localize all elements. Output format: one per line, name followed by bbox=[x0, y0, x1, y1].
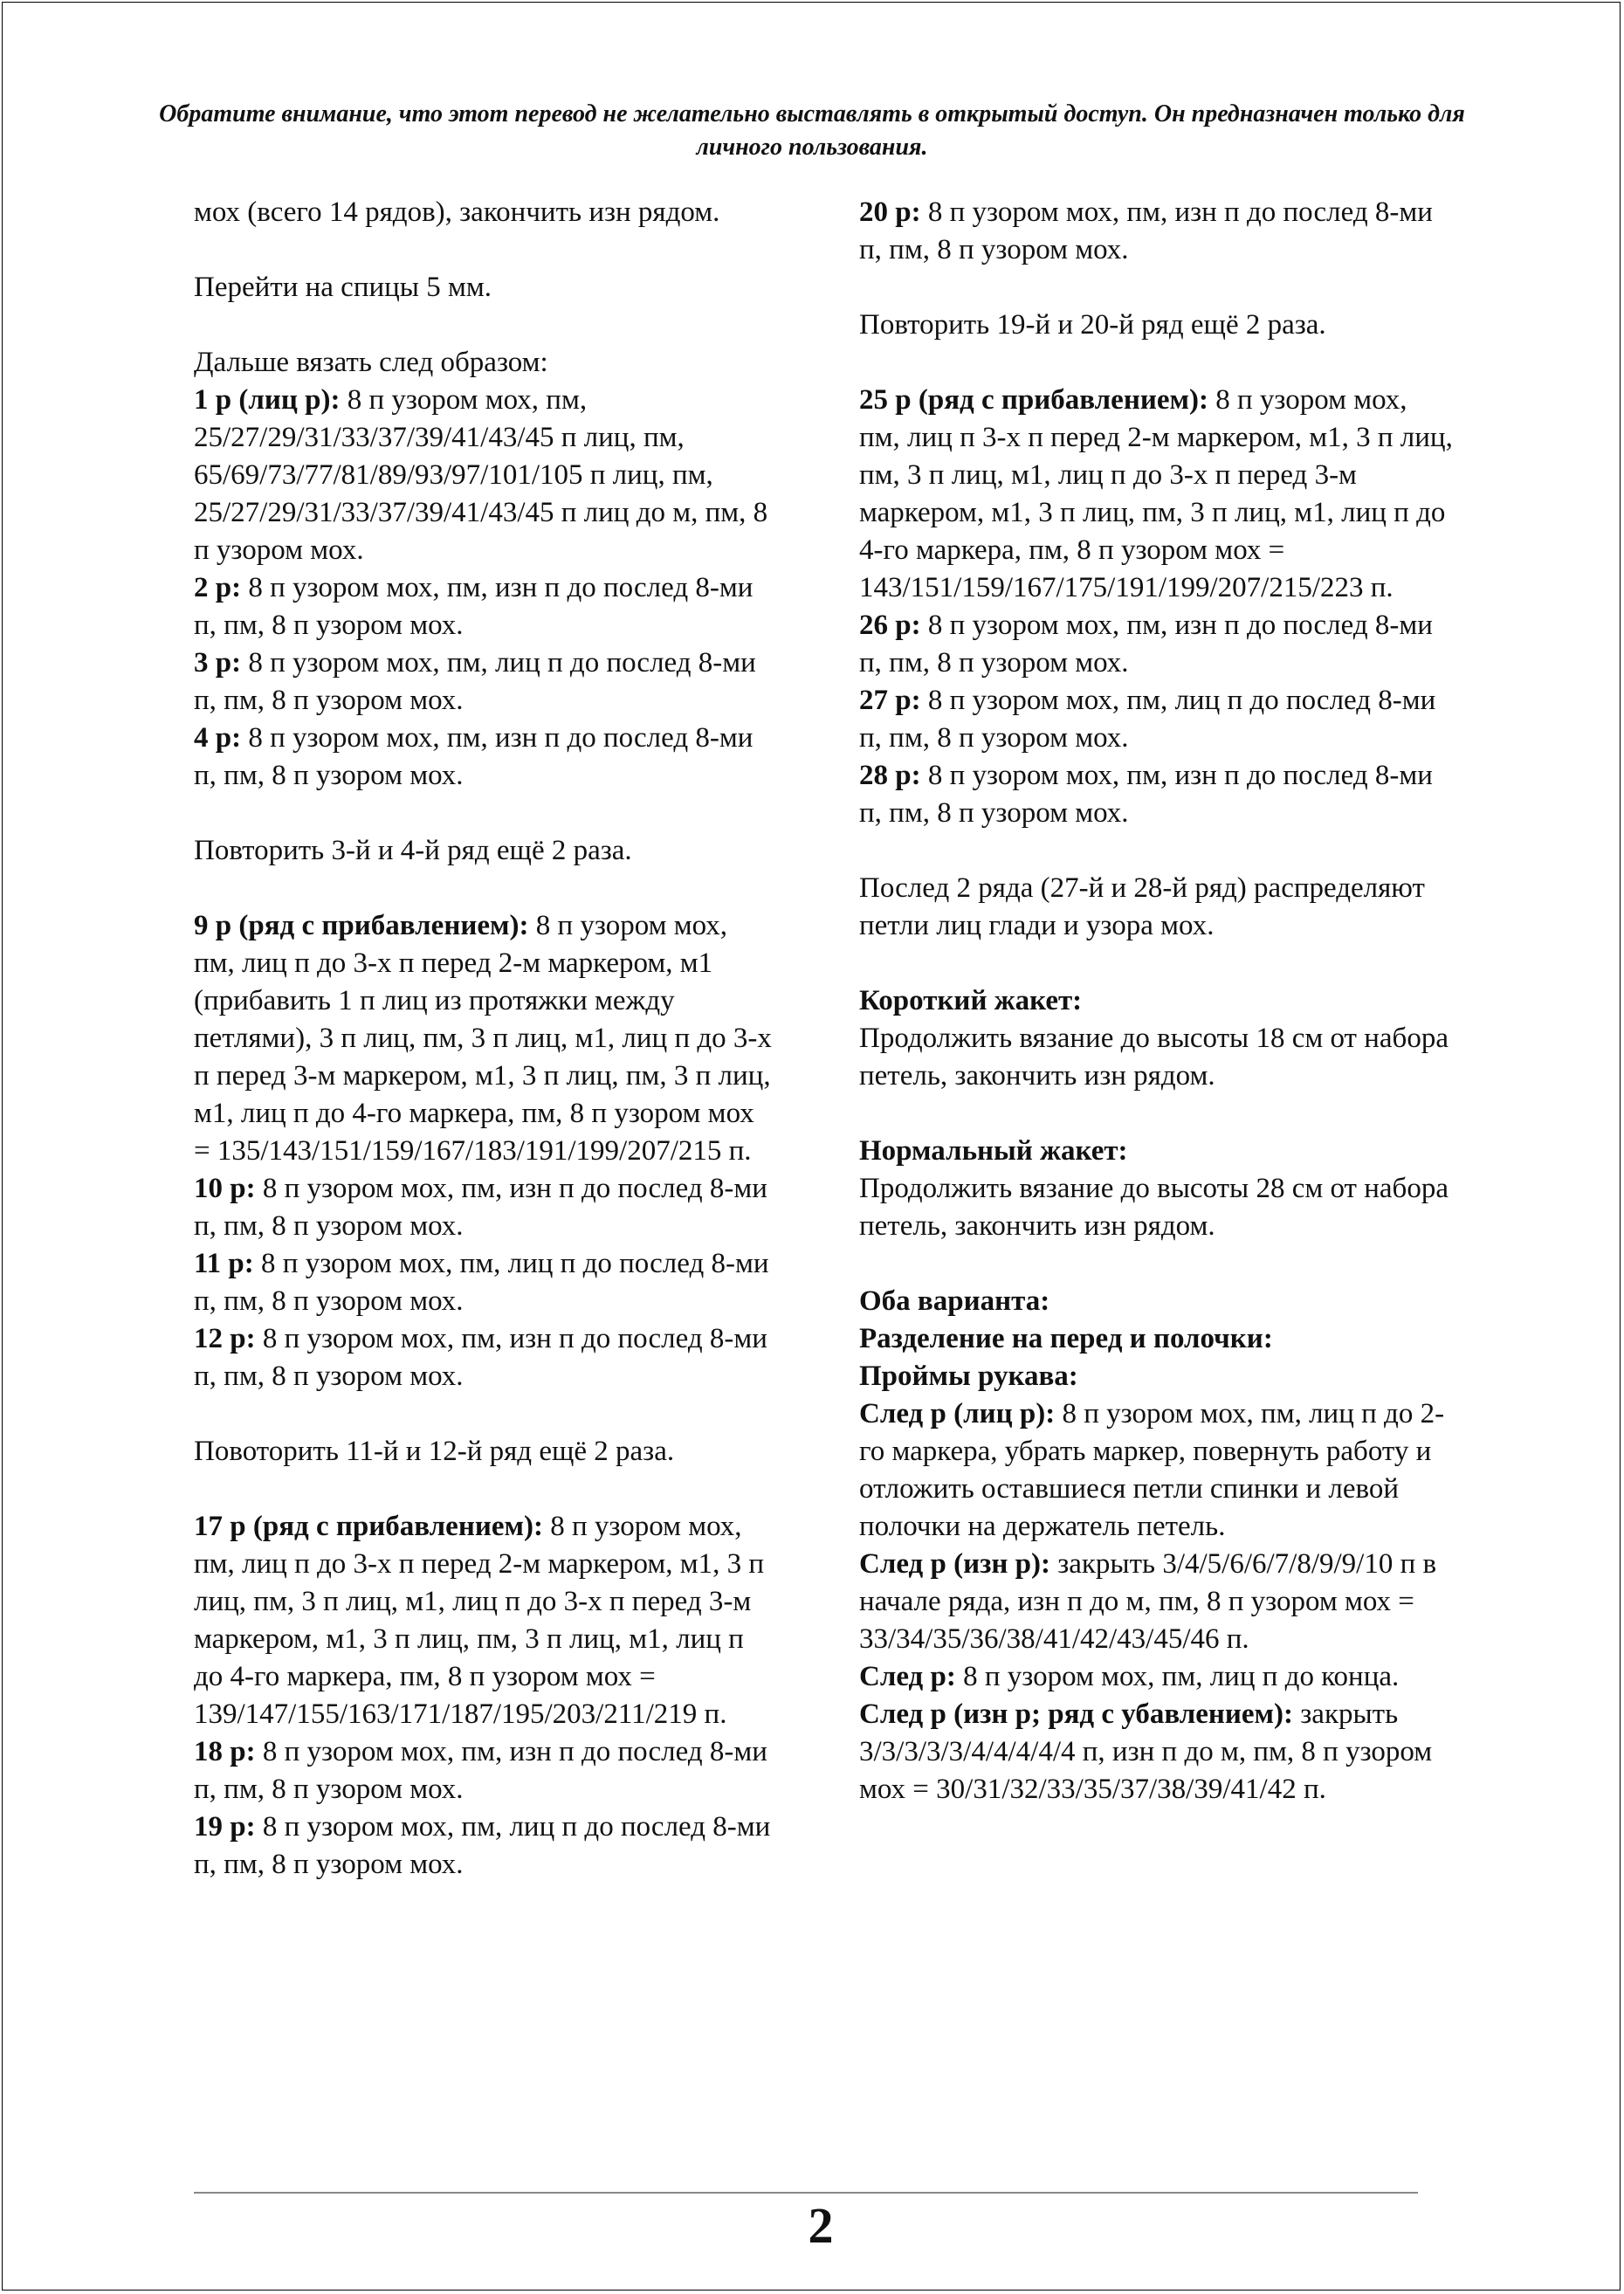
paragraph-spacer bbox=[859, 945, 1453, 982]
left-column bbox=[194, 194, 775, 1884]
row-label: След р: bbox=[859, 1661, 956, 1692]
row-label: 27 р: bbox=[859, 685, 921, 716]
row-text: 8 п узором мох, пм, лиц п до послед 8-ми п, пм, 8 п узором мох. bbox=[194, 1811, 771, 1880]
row-text: Повторить 19-й и 20-й ряд ещё 2 раза. bbox=[859, 309, 1326, 341]
instruction-paragraph bbox=[859, 1658, 1453, 1696]
row-text: 8 п узором мох, пм, изн п до послед 8-ми п, пм, 8 п узором мох. bbox=[859, 610, 1433, 679]
instruction-paragraph bbox=[859, 1358, 1453, 1395]
right-column bbox=[859, 194, 1453, 1808]
row-label: Короткий жакет: bbox=[859, 985, 1083, 1016]
instruction-paragraph bbox=[194, 194, 775, 231]
row-label: 10 р: bbox=[194, 1173, 256, 1204]
instruction-paragraph bbox=[194, 1733, 775, 1808]
row-text: 8 п узором мох, пм, 25/27/29/31/33/37/39/41/43/45 п лиц, пм, 65/69/73/77/81/89/93/97/101/105 п лиц, пм, 25/27/29/31/33/37/39/41/43/45 п лиц до м, пм, 8 п узором мох. bbox=[194, 384, 768, 566]
instruction-paragraph bbox=[194, 1433, 775, 1471]
row-label: 4 р: bbox=[194, 722, 242, 754]
translation-notice: Обратите внимание, что этот перевод не желательно выставлять в открытый доступ. Он предназначен только для личного пользования. bbox=[159, 100, 1465, 161]
row-label: Нормальный жакет: bbox=[859, 1135, 1128, 1167]
paragraph-spacer bbox=[859, 832, 1453, 870]
row-text: 8 п узором мох, пм, лиц п до 3-х п перед 2-м маркером, м1 (прибавить 1 п лиц из протяжки между петлями), 3 п лиц, пм, 3 п лиц, м1, лиц п до 3-х п перед 3-м маркером, м1, 3 п лиц, пм, 3 п лиц, м1, лиц п до 4-го маркера, пм, 8 п узором мох = 135/143/151/159/167/183/191/199/207/215 п. bbox=[194, 910, 772, 1167]
instruction-paragraph bbox=[859, 1133, 1453, 1170]
row-text: Продолжить вязание до высоты 28 см от набора петель, закончить изн рядом. bbox=[859, 1173, 1449, 1242]
instruction-paragraph bbox=[194, 1808, 775, 1884]
instruction-paragraph bbox=[194, 720, 775, 795]
paragraph-spacer bbox=[859, 344, 1453, 382]
row-text: 8 п узором мох, пм, лиц п до конца. bbox=[955, 1661, 1400, 1692]
paragraph-spacer bbox=[194, 1395, 775, 1433]
row-text: Продолжить вязание до высоты 18 см от набора петель, закончить изн рядом. bbox=[859, 1023, 1449, 1092]
row-text: Послед 2 ряда (27-й и 28-й ряд) распределяют петли лиц глади и узора мох. bbox=[859, 872, 1425, 941]
row-label: 18 р: bbox=[194, 1736, 256, 1767]
row-label: 19 р: bbox=[194, 1811, 256, 1843]
page-number: 2 bbox=[808, 2197, 834, 2254]
paragraph-spacer bbox=[859, 269, 1453, 307]
row-label: След р (изн р; ряд с убавлением): bbox=[859, 1698, 1294, 1730]
paragraph-spacer bbox=[859, 1095, 1453, 1133]
row-label: 17 р (ряд с прибавлением): bbox=[194, 1511, 543, 1542]
instruction-paragraph bbox=[859, 382, 1453, 607]
row-label: 11 р: bbox=[194, 1248, 254, 1279]
row-text: 8 п узором мох, пм, лиц п до 3-х п перед 2-м маркером, м1, 3 п лиц, пм, 3 п лиц, м1, лиц п до 3-х п перед 3-м маркером, м1, 3 п лиц, пм, 3 п лиц, м1, лиц п до 4-го маркера, пм, 8 п узором мох = 139/147/155/163/171/187/195/203/211/219 п. bbox=[194, 1511, 765, 1730]
row-label: 25 р (ряд с прибавлением): bbox=[859, 384, 1208, 416]
row-text: Повторить 3-й и 4-й ряд ещё 2 раза. bbox=[194, 835, 632, 866]
instruction-paragraph bbox=[859, 1020, 1453, 1095]
instruction-paragraph bbox=[194, 907, 775, 1170]
instruction-paragraph bbox=[194, 1320, 775, 1395]
instruction-paragraph bbox=[194, 1508, 775, 1733]
instruction-paragraph bbox=[859, 607, 1453, 682]
paragraph-spacer bbox=[194, 870, 775, 907]
instruction-paragraph bbox=[859, 307, 1453, 344]
row-label: 28 р: bbox=[859, 760, 921, 791]
instruction-paragraph bbox=[859, 1696, 1453, 1808]
instruction-paragraph bbox=[859, 682, 1453, 757]
row-label: След р (лиц р): bbox=[859, 1398, 1056, 1429]
row-text: 8 п узором мох, пм, изн п до послед 8-ми п, пм, 8 п узором мох. bbox=[859, 196, 1433, 265]
row-label: 26 р: bbox=[859, 610, 921, 641]
instruction-paragraph bbox=[194, 1245, 775, 1320]
row-text: 8 п узором мох, пм, лиц п до послед 8-ми п, пм, 8 п узором мох. bbox=[194, 647, 756, 716]
row-label: Разделение на перед и полочки: bbox=[859, 1323, 1273, 1354]
row-text: 8 п узором мох, пм, изн п до послед 8-ми п, пм, 8 п узором мох. bbox=[194, 572, 754, 641]
instruction-paragraph bbox=[859, 1546, 1453, 1658]
row-text: Повоторить 11-й и 12-й ряд ещё 2 раза. bbox=[194, 1436, 675, 1467]
paragraph-spacer bbox=[194, 1471, 775, 1508]
instruction-paragraph bbox=[194, 569, 775, 644]
instruction-paragraph bbox=[194, 269, 775, 307]
instruction-paragraph bbox=[194, 644, 775, 720]
row-label: 1 р (лиц р): bbox=[194, 384, 341, 416]
paragraph-spacer bbox=[194, 231, 775, 269]
instruction-paragraph bbox=[859, 870, 1453, 945]
row-text: 8 п узором мох, пм, изн п до послед 8-ми п, пм, 8 п узором мох. bbox=[194, 722, 754, 791]
row-text: 8 п узором мох, пм, лиц п до 2-го маркера, убрать маркер, повернуть работу и отложить оставшиеся петли спинки и левой полочки на держатель петель. bbox=[859, 1398, 1445, 1542]
row-text: Дальше вязать след образом: bbox=[194, 347, 548, 378]
instruction-paragraph bbox=[194, 1170, 775, 1245]
instruction-paragraph bbox=[859, 1170, 1453, 1245]
instruction-paragraph bbox=[194, 344, 775, 382]
instruction-paragraph bbox=[859, 1395, 1453, 1546]
paragraph-spacer bbox=[859, 1245, 1453, 1283]
row-label: 20 р: bbox=[859, 196, 921, 228]
instruction-paragraph bbox=[859, 757, 1453, 832]
row-text: закрыть 3/4/5/6/6/7/8/9/9/10 п в начале ряда, изн п до м, пм, 8 п узором мох = 33/34/35/36/38/41/42/43/45/46 п. bbox=[859, 1548, 1437, 1655]
instruction-paragraph bbox=[859, 1320, 1453, 1358]
row-text: закрыть 3/3/3/3/3/4/4/4/4/4 п, изн п до м, пм, 8 п узором мох = 30/31/32/33/35/37/38/39/41/42 п. bbox=[859, 1698, 1433, 1805]
instruction-paragraph bbox=[859, 982, 1453, 1020]
row-label: Оба варианта: bbox=[859, 1285, 1050, 1317]
row-label: Проймы рукава: bbox=[859, 1361, 1078, 1392]
row-text: 8 п узором мох, пм, лиц п до послед 8-ми п, пм, 8 п узором мох. bbox=[194, 1248, 769, 1317]
instruction-paragraph bbox=[194, 832, 775, 870]
row-text: 8 п узором мох, пм, изн п до послед 8-ми п, пм, 8 п узором мох. bbox=[859, 760, 1433, 829]
row-text: 8 п узором мох, пм, лиц п 3-х п перед 2-м маркером, м1, 3 п лиц, пм, 3 п лиц, м1, лиц п до 3-х п перед 3-м маркером, м1, 3 п лиц, пм, 3 п лиц, м1, лиц п до 4-го маркера, пм, 8 п узором мох = 143/151/159/167/175/191/199/207/215/223 п. bbox=[859, 384, 1453, 603]
row-text: 8 п узором мох, пм, изн п до послед 8-ми п, пм, 8 п узором мох. bbox=[194, 1323, 767, 1392]
row-label: 12 р: bbox=[194, 1323, 256, 1354]
row-label: 9 р (ряд с прибавлением): bbox=[194, 910, 529, 941]
row-text: Перейти на спицы 5 мм. bbox=[194, 272, 492, 303]
row-text: мох (всего 14 рядов), закончить изн рядом. bbox=[194, 196, 720, 228]
instruction-paragraph bbox=[194, 382, 775, 569]
row-text: 8 п узором мох, пм, лиц п до послед 8-ми п, пм, 8 п узором мох. bbox=[859, 685, 1436, 754]
row-label: 3 р: bbox=[194, 647, 242, 679]
row-label: 2 р: bbox=[194, 572, 242, 603]
paragraph-spacer bbox=[194, 795, 775, 832]
footer-divider bbox=[194, 2192, 1418, 2194]
row-text: 8 п узором мох, пм, изн п до послед 8-ми п, пм, 8 п узором мох. bbox=[194, 1173, 767, 1242]
paragraph-spacer bbox=[194, 307, 775, 344]
instruction-paragraph bbox=[859, 194, 1453, 269]
row-label: След р (изн р): bbox=[859, 1548, 1050, 1580]
instruction-paragraph bbox=[859, 1283, 1453, 1320]
row-text: 8 п узором мох, пм, изн п до послед 8-ми п, пм, 8 п узором мох. bbox=[194, 1736, 767, 1805]
